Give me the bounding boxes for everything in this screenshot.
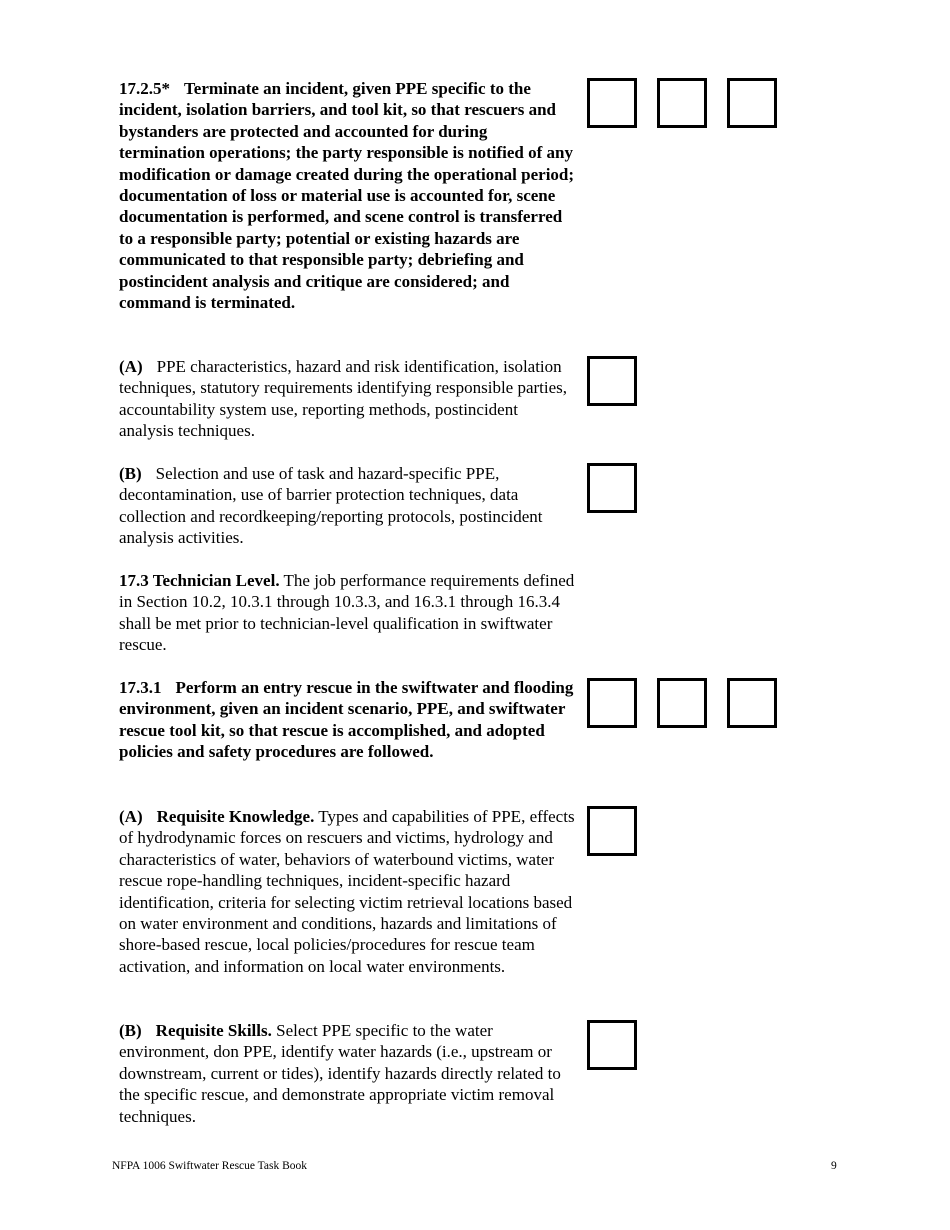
jpr-17-3-1-a <box>119 806 575 977</box>
jpr-17-3-1 <box>119 677 575 763</box>
checkbox-17-2-5-2[interactable] <box>657 78 707 128</box>
jpr-17-3-1-number: 17.3.1 <box>119 678 162 697</box>
jpr-17-2-5-a-marker: (A) <box>119 357 143 376</box>
checkbox-17-2-5-b[interactable] <box>587 463 637 513</box>
jpr-17-2-5-b-marker: (B) <box>119 464 142 483</box>
jpr-17-3-1-a-label: Requisite Knowledge. <box>156 807 315 826</box>
section-17-3-text: The job performance requirements defined in Section 10.2, 10.3.1 through 10.3.3, and 16.3.1 through 16.3.4 shall be met prior to technician-level qualification in swiftwater rescue. <box>119 571 575 655</box>
checkbox-17-3-1-1[interactable] <box>587 678 637 728</box>
page-number: 9 <box>831 1160 837 1172</box>
checkbox-17-3-1-3[interactable] <box>727 678 777 728</box>
checkbox-17-2-5-3[interactable] <box>727 78 777 128</box>
jpr-17-2-5-text: Terminate an incident, given PPE specific to the incident, isolation barriers, and tool kit, so that rescuers and bystanders are protected and accounted for during termination operations; the party responsible is notified of any modification or damage created during the operational period; documentation of loss or material use is accounted for, scene documentation is performed, and scene control is transferred to a responsible party; potential or existing hazards are communicated to that responsible party; debriefing and postincident analysis and critique are considered; and command is terminated. <box>119 79 575 313</box>
jpr-17-3-1-a-marker: (A) <box>119 807 143 826</box>
checkbox-17-2-5-1[interactable] <box>587 78 637 128</box>
jpr-17-2-5-b <box>119 463 575 549</box>
checkbox-17-3-1-b[interactable] <box>587 1020 637 1070</box>
jpr-17-3-1-b-text: Select PPE specific to the water environment, don PPE, identify water hazards (i.e., upstream or downstream, current or tides), identify hazards directly related to the specific rescue, and demonstrate appropriate victim removal techniques. <box>119 1021 561 1126</box>
checkbox-17-3-1-a[interactable] <box>587 806 637 856</box>
jpr-17-3-1-b-label: Requisite Skills. <box>155 1021 272 1040</box>
section-17-3-heading: 17.3 Technician Level. <box>119 571 280 590</box>
jpr-17-3-1-b-marker: (B) <box>119 1021 142 1040</box>
jpr-17-2-5-b-text: Selection and use of task and hazard-specific PPE, decontamination, use of barrier protection techniques, data collection and recordkeeping/reporting protocols, postincident analysis activities. <box>119 464 543 548</box>
jpr-17-2-5-number: 17.2.5* <box>119 79 170 98</box>
jpr-17-2-5-a <box>119 356 575 442</box>
jpr-17-2-5 <box>119 78 575 313</box>
jpr-17-2-5-a-text: PPE characteristics, hazard and risk identification, isolation techniques, statutory requirements identifying responsible parties, accountability system use, reporting methods, postincident analysis techniques. <box>119 357 568 441</box>
section-17-3 <box>119 570 575 656</box>
footer-title: NFPA 1006 Swiftwater Rescue Task Book <box>112 1160 308 1172</box>
jpr-17-3-1-text: Perform an entry rescue in the swiftwater and flooding environment, given an incident scenario, PPE, and swiftwater rescue tool kit, so that rescue is accomplished, and adopted policies and safety procedures are followed. <box>119 678 574 762</box>
jpr-17-3-1-b <box>119 1020 575 1127</box>
jpr-17-3-1-a-text: Types and capabilities of PPE, effects of hydrodynamic forces on rescuers and victims, hydrology and characteristics of water, behaviors of waterbound victims, water rescue rope-handling techniques, incident-specific hazard identification, criteria for selecting victim retrieval locations based on water environment and conditions, hazards and limitations of shore-based rescue, local policies/procedures for rescue team activation, and information on local water environments. <box>119 807 575 976</box>
checkbox-17-2-5-a[interactable] <box>587 356 637 406</box>
checkbox-17-3-1-2[interactable] <box>657 678 707 728</box>
